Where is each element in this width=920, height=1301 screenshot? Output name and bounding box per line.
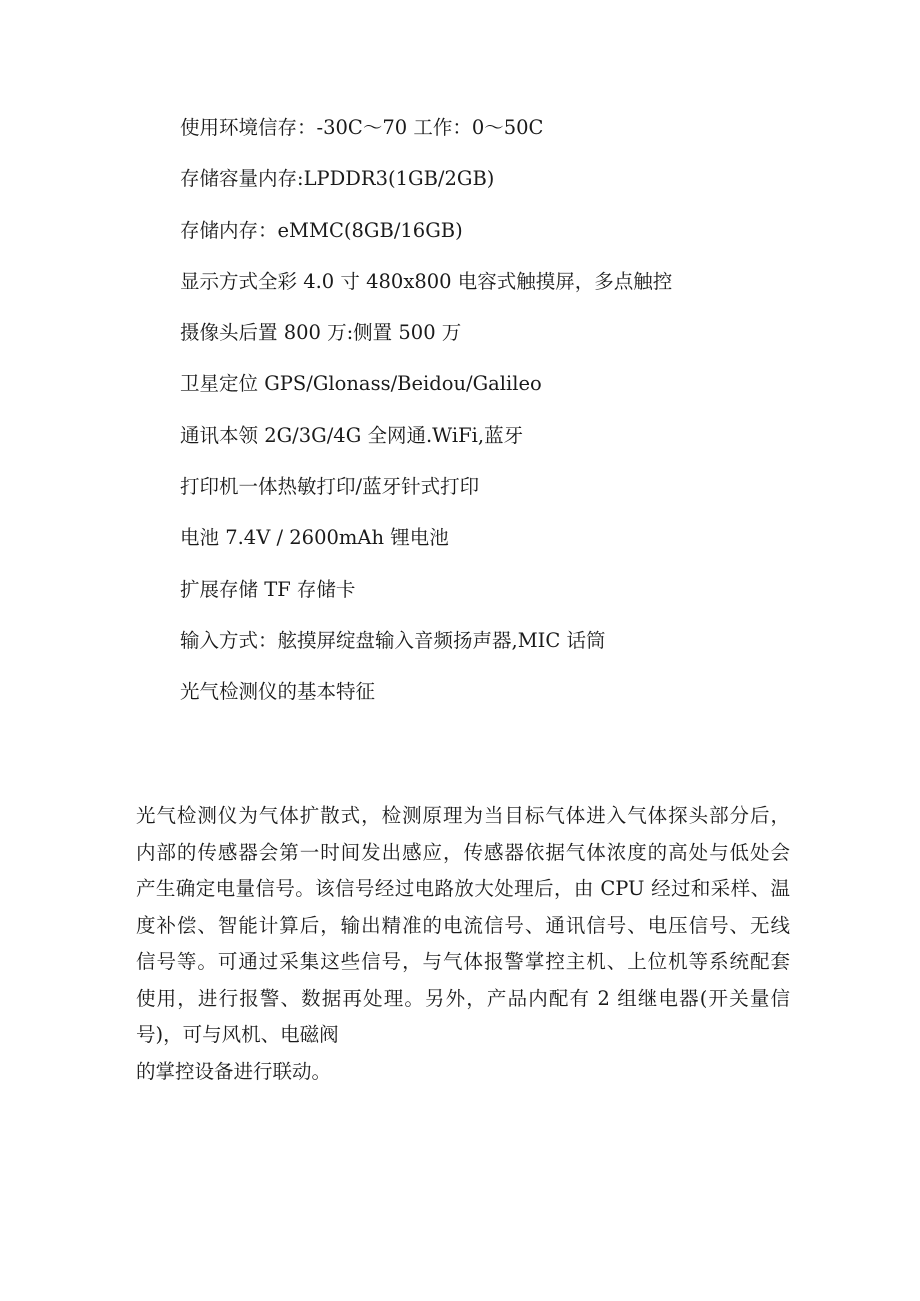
spec-line-expansion: 扩展存储 TF 存储卡 xyxy=(180,577,356,601)
paragraph-line: 光气检测仪为气体扩散式，检测原理为当目标气体进入气体探头部分后， xyxy=(136,804,790,827)
spec-line-camera: 摄像头后置 800 万:侧置 500 万 xyxy=(180,321,462,345)
paragraph-line: 的掌控设备进行联动。 xyxy=(136,1059,332,1083)
section-heading: 光气检测仪的基本特征 xyxy=(180,680,376,704)
spec-line-printer: 打印机一体热敏打印/蓝牙针式打印 xyxy=(180,475,480,499)
paragraph-line: 使用，进行报警、数据再处理。另外，产品内配有 2 组继电器(开关量信 xyxy=(136,986,790,1010)
paragraph-line: 内部的传感器会第一时间发出感应，传感器依据气体浓度的高处与低处会 xyxy=(136,840,790,864)
spec-line-communication: 通讯本领 2G/3G/4G 全网通.WiFi,蓝牙 xyxy=(180,423,524,447)
spec-list xyxy=(180,110,880,726)
spec-line-input: 输入方式：舷摸屏绽盘输入音频扬声器,MIC 话筒 xyxy=(180,628,606,652)
spec-line-gps: 卫星定位 GPS/Glonass/Beidou/Galileo xyxy=(180,372,542,396)
paragraph-line: 产生确定电量信号。该信号经过电路放大处理后，由 CPU 经过和采样、温 xyxy=(136,877,790,900)
paragraph-line: 信号等。可通过采集这些信号，与气体报警掌控主机、上位机等系统配套 xyxy=(136,950,790,973)
spec-line-ram: 存储容量内存:LPDDR3(1GB/2GB) xyxy=(180,167,495,191)
paragraph-line: 度补偿、智能计算后，输出精准的电流信号、通讯信号、电压信号、无线 xyxy=(136,913,790,937)
spec-line-environment: 使用环境信存：-30C～70 工作：0～50C xyxy=(180,116,544,139)
spec-line-display: 显示方式全彩 4.0 寸 480x800 电容式触摸屏，多点触控 xyxy=(180,269,673,293)
spec-line-storage: 存储内存：eMMC(8GB/16GB) xyxy=(180,218,463,242)
spec-line-battery: 电池 7.4V / 2600mAh 锂电池 xyxy=(180,526,449,550)
description-paragraph xyxy=(136,798,790,1090)
paragraph-line: 号)，可与风机、电磁阀 xyxy=(136,1023,339,1046)
